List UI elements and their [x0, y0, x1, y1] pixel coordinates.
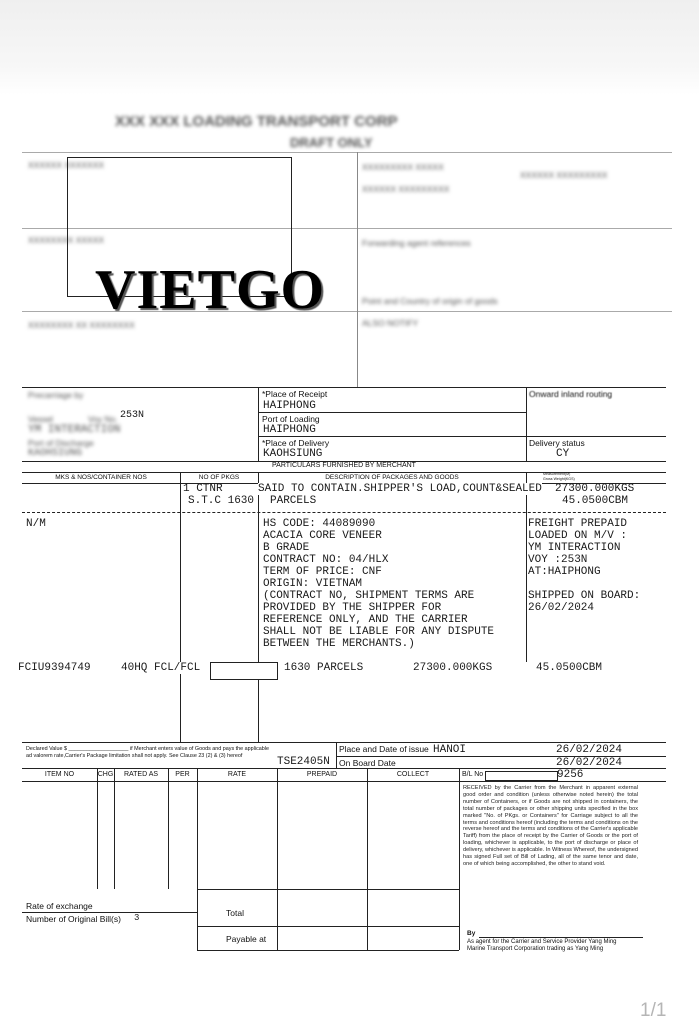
description-line: SHALL NOT BE LIABLE FOR ANY DISPUTE: [263, 626, 495, 638]
measurement: 45.0500CBM: [562, 495, 629, 507]
bl-no-suffix: 9256: [557, 769, 584, 781]
vessel-label: Vessel: [28, 414, 54, 424]
vietgo-logo: VIETGO: [95, 259, 326, 321]
page-indicator: 1/1: [640, 1000, 667, 1021]
charges-divider: [168, 768, 169, 889]
by-label: By: [467, 930, 476, 937]
description-line: ACACIA CORE VENEER: [263, 530, 382, 542]
date-of-issue: 26/02/2024: [556, 744, 623, 756]
precarriage-label: Precarriage by: [28, 390, 84, 400]
totals-rule: [197, 926, 459, 927]
on-board-date: 26/02/2024: [556, 757, 623, 769]
place-receipt-label: *Place of Receipt: [262, 389, 328, 399]
signature-line: [479, 937, 643, 938]
header-rule: [22, 152, 672, 153]
marks-value: N/M: [26, 518, 46, 530]
col-chg: CHG: [97, 771, 114, 778]
routing-rule: [258, 436, 666, 437]
charges-divider: [114, 768, 115, 889]
place-of-issue: HANOI: [433, 744, 467, 756]
total-label: Total: [226, 908, 244, 918]
consignee-blurred: XXXXXXXX XXXXX: [28, 235, 105, 245]
remarks-line: SHIPPED ON BOARD:: [528, 590, 641, 602]
description-line: PROVIDED BY THE SHIPPER FOR: [263, 602, 442, 614]
shipper-blurred: XXXXXX XXXXXXX: [28, 160, 105, 170]
col-item-no: ITEM NO: [44, 771, 75, 778]
delivery-status-label: Delivery status: [529, 438, 585, 448]
container-type: 40HQ FCL/FCL: [121, 662, 201, 674]
desc-line-2: PARCELS: [270, 495, 317, 507]
totals-rule: [197, 950, 459, 951]
description-line: (CONTRACT NO, SHIPMENT TERMS ARE: [263, 590, 475, 602]
container-measure: 45.0500CBM: [536, 662, 603, 674]
port-discharge-value: KAOHSIUNG: [28, 448, 83, 459]
desc-line-1: SAID TO CONTAIN.SHIPPER'S LOAD,COUNT&SEALED: [258, 483, 542, 495]
col-per: PER: [175, 771, 190, 778]
header-rule: [357, 228, 672, 229]
carrier-terms: RECEIVED by the Carrier from the Merchant in apparent external good order and condition (unless otherwise noted herein) the total number of Containers, or if Goods are not shipped in containers, the total number of packages or other shipping units specified in the box marked "No. of PKgs. or Containers" for Carriage subject to all the terms and conditions hereof (including the terms and conditions on the reverse hereof and the terms and conditions of the Carrier's applicable Tariff) from the place of receipt by the Carrier of Goods or the port of loading, whichever is applicable, to the port of discharge or place of delivery, whichever is applicable. In Witness Whereof, the undersigned has signed Full set of Bill of Lading, all of the same tenor and date, one of which being accomplished, the other to stand void.: [463, 785, 638, 867]
charges-rule: [22, 781, 666, 782]
remarks-line: [528, 578, 640, 590]
description-line: TERM OF PRICE: CNF: [263, 566, 382, 578]
description-line: REFERENCE ONLY, AND THE CARRIER: [263, 614, 468, 626]
viewer-top-band: [0, 0, 699, 95]
draft-subtitle: DRAFT ONLY: [290, 135, 373, 150]
dashed-separator: [22, 512, 666, 513]
description-line: B GRADE: [263, 542, 310, 554]
col-pkgs-header: NO OF PKGS: [198, 474, 240, 481]
charges-divider: [277, 768, 278, 950]
col-collect: COLLECT: [396, 771, 430, 778]
header-right-blurred-3: XXXXXX XXXXXXXXX: [520, 170, 608, 180]
delivery-status-value: CY: [556, 448, 570, 460]
routing-divider: [258, 387, 259, 461]
place-receipt-value: HAIPHONG: [263, 400, 316, 412]
col-prepaid: PREPAID: [306, 771, 338, 778]
col-measure-header: Measurement(M): [543, 472, 571, 476]
container-packages: 1630 PARCELS: [284, 662, 364, 674]
port-discharge-label: Port of Discharge: [28, 438, 94, 448]
particulars-title: PARTICULARS FURNISHED BY MERCHANT: [272, 462, 416, 469]
charges-divider: [97, 768, 98, 889]
remarks-line: LOADED ON M/V :: [528, 530, 628, 542]
container-number: FCIU9394749: [18, 662, 91, 674]
pkgs-line-1: 1 CTNR: [183, 483, 223, 495]
rate-of-exchange-label: Rate of exchange: [26, 901, 93, 911]
port-loading-label: Port of Loading: [262, 414, 320, 424]
point-origin-label: Point and Country of origin of goods: [362, 296, 498, 306]
place-delivery-label: *Place of Delivery: [262, 438, 330, 448]
onward-routing-label: Onward inland routing: [529, 389, 613, 399]
col-rated-as: RATED AS: [123, 771, 159, 778]
remarks-line: 26/02/2024: [528, 602, 595, 614]
container-weight: 27300.000KGS: [413, 662, 493, 674]
footer-rule: [22, 742, 666, 743]
col-rate: RATE: [227, 771, 247, 778]
description-line: ORIGIN: VIETNAM: [263, 578, 363, 590]
charges-divider: [367, 768, 368, 950]
original-bills-label: Number of Original Bill(s): [26, 914, 121, 924]
routing-divider: [526, 387, 527, 461]
place-delivery-value: KAOHSIUNG: [263, 448, 323, 460]
header-divider: [357, 152, 358, 387]
agent-line-2: Marine Transport Corporation trading as Yang Ming: [467, 946, 604, 952]
remarks-line: FREIGHT PREPAID: [528, 518, 628, 530]
col-divider: [526, 512, 527, 662]
charges-divider: [459, 768, 460, 950]
declared-value-line-1: Declared Value $ ____________________ if Merchant enters value of Goods and pays the applicable: [26, 746, 269, 752]
port-loading-value: HAIPHONG: [263, 424, 316, 436]
col-weight-header: Gross Weight(KGS): [543, 477, 575, 481]
declared-value-line-2: ad valorem rate,Carrier's Package limitation shall not apply. See Clause 23 (2) & (3) hereof: [26, 753, 243, 759]
header-right-blurred-2: XXXXXX XXXXXXXXX: [362, 184, 450, 194]
description-line: CONTRACT NO: 04/HLX: [263, 554, 389, 566]
pkgs-line-2: S.T.C 1630: [188, 495, 255, 507]
col-marks-header: MKS & NOS/CONTAINER NOS: [55, 474, 147, 481]
forwarding-agent-label: Forwarding agent references: [362, 238, 471, 248]
seal-number-redacted: [210, 662, 278, 680]
original-bills-count: 3: [134, 913, 140, 923]
voyage-reference: TSE2405N: [277, 756, 330, 768]
description-line: HS CODE: 44089090: [263, 518, 376, 530]
notify-blurred: XXXXXXXX XX XXXXXXXX: [28, 320, 135, 330]
goods-description: [263, 518, 494, 650]
voy-number: 253N: [120, 410, 145, 421]
totals-rule: [22, 912, 197, 913]
remarks-line: AT:HAIPHONG: [528, 566, 601, 578]
gross-weight: 27300.000KGS: [555, 483, 635, 495]
remarks-line: VOY :253N: [528, 554, 588, 566]
payable-at-label: Payable at: [226, 934, 267, 944]
col-desc-header: DESCRIPTION OF PACKAGES AND GOODS: [325, 474, 459, 481]
vessel-name: YM INTERACTION: [28, 424, 121, 436]
place-date-issue-label: Place and Date of issue: [339, 744, 429, 754]
bl-no-label: B/L No: [462, 771, 484, 778]
on-board-date-label: On Board Date: [339, 758, 396, 768]
voy-label: Voy No.: [88, 414, 118, 424]
remarks-line: YM INTERACTION: [528, 542, 621, 554]
routing-rule: [258, 412, 526, 413]
routing-rule: [22, 387, 666, 388]
header-right-blurred-1: XXXXXXXXX XXXXX: [362, 162, 444, 172]
description-line: BETWEEN THE MERCHANTS.): [263, 638, 415, 650]
carrier-title: XXX XXX LOADING TRANSPORT CORP: [115, 113, 398, 130]
totals-rule: [197, 889, 459, 890]
agent-line-1: As agent for the Carrier and Service Provider Yang Ming: [467, 939, 617, 945]
bl-no-redacted: [485, 771, 558, 781]
shipping-remarks: [528, 518, 640, 614]
footer-divider: [336, 742, 337, 768]
also-notify-label: ALSO NOTIFY: [362, 318, 419, 328]
charges-divider: [197, 768, 198, 950]
